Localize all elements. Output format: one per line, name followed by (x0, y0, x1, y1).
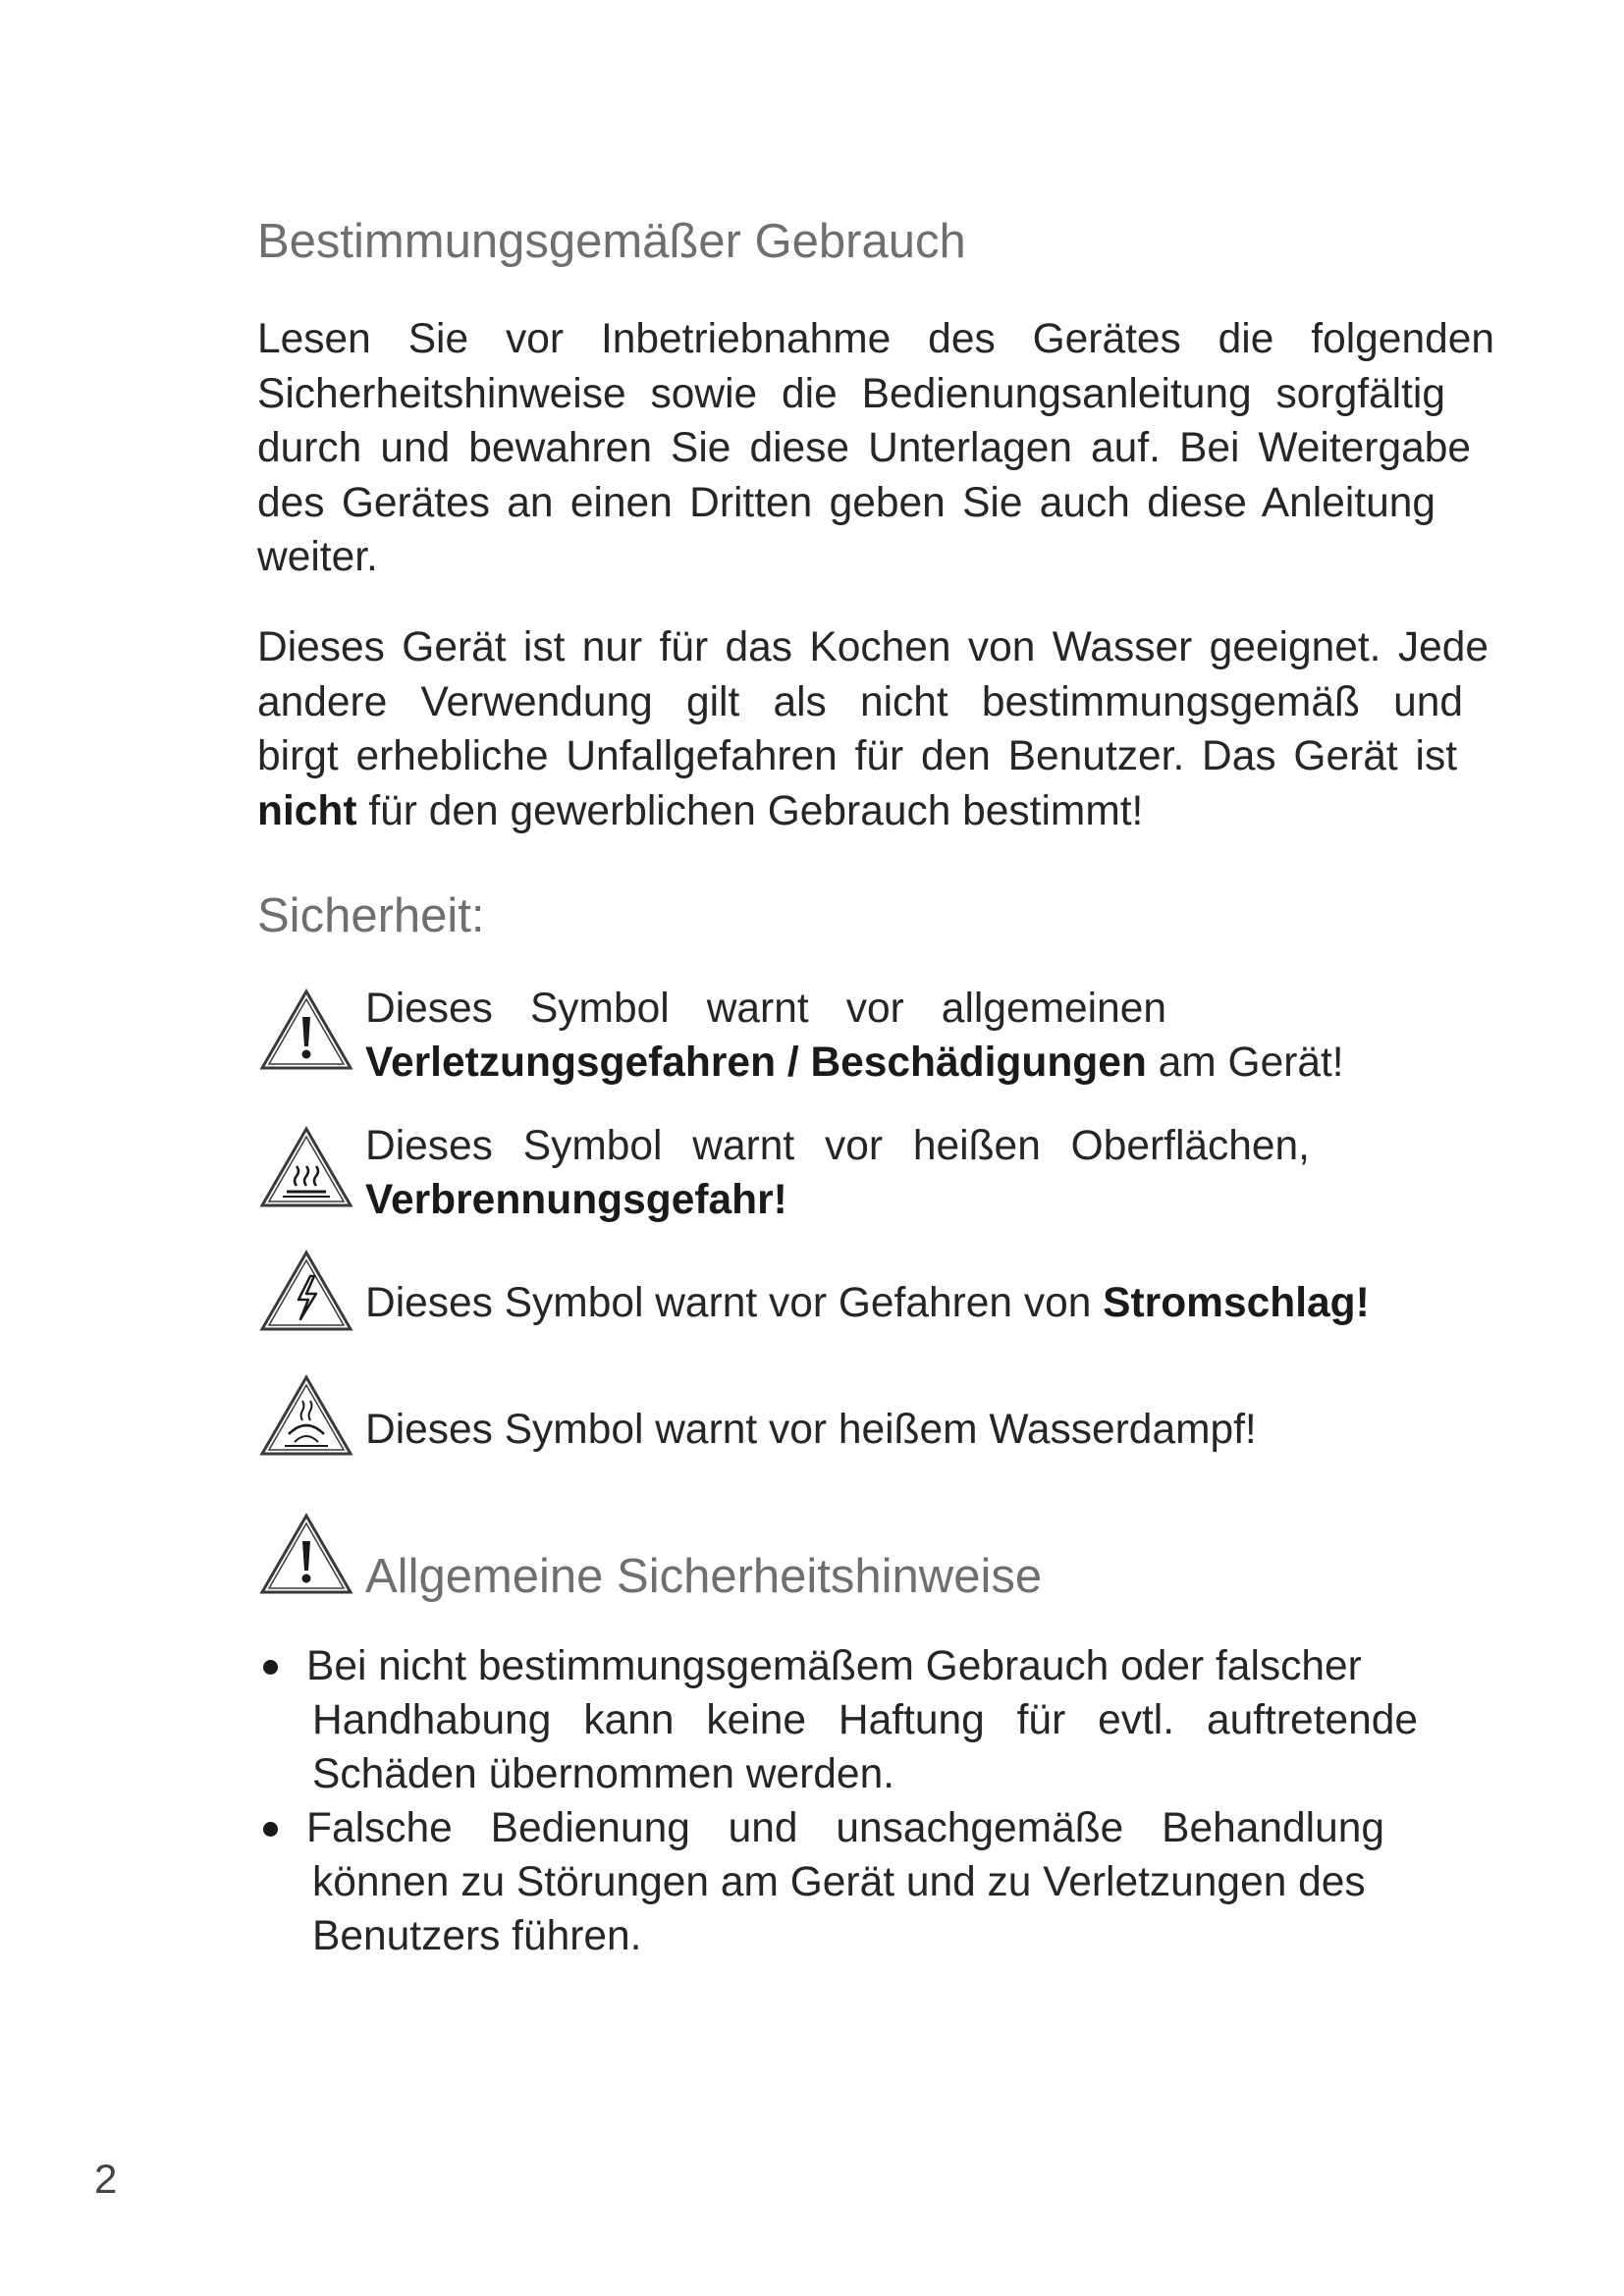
paragraph-line: des Gerätes an einen Dritten geben Sie auch diese Anleitung (257, 479, 1435, 526)
symbol-general-line1: Dieses Symbol warnt vor allgemeinen (365, 986, 1166, 1032)
bullet-icon (263, 1822, 278, 1837)
paragraph-line: andere Verwendung gilt als nicht bestimmungsgemäß und (257, 678, 1463, 725)
paragraph-line: Lesen Sie vor Inbetriebnahme des Gerätes die folgenden (257, 316, 1494, 362)
list-item (257, 1801, 1426, 1963)
symbol-general-line2 (365, 1036, 1344, 1090)
list-item-line: Falsche Bedienung und unsachgemäße Behandlung (306, 1805, 1384, 1851)
general-safety-list (257, 1639, 1426, 1963)
paragraph-line: Sicherheitshinweise sowie die Bedienungsanleitung sorgfältig (257, 370, 1445, 417)
intended-use-heading: Bestimmungsgemäßer Gebrauch (257, 215, 966, 268)
list-item-line: Bei nicht bestimmungsgemäßem Gebrauch oder falscher (306, 1643, 1362, 1689)
list-item-line: Handhabung kann keine Haftung für evtl. auftretende (312, 1697, 1418, 1743)
symbol-hot-steam-text: Dieses Symbol warnt vor heißem Wasserdampf! (365, 1407, 1257, 1453)
paragraph-line-rest: für den gewerblichen Gebrauch bestimmt! (356, 787, 1144, 834)
symbol-general-line2-rest: am Gerät! (1146, 1040, 1344, 1086)
page-number: 2 (94, 2156, 118, 2202)
hot-surface-warning-icon (259, 1125, 353, 1209)
symbol-electric-shock-text-plain: Dieses Symbol warnt vor Gefahren von (365, 1280, 1104, 1326)
bold-injury-hazard: Verletzungsgefahren / Beschädigungen (365, 1040, 1147, 1086)
intended-use-paragraph-2 (257, 620, 1494, 838)
paragraph-line: weiter. (257, 534, 378, 580)
bullet-icon (263, 1660, 278, 1675)
bold-electric-shock: Stromschlag! (1103, 1280, 1370, 1326)
symbol-electric-shock-text (365, 1276, 1370, 1330)
general-safety-heading: Allgemeine Sicherheitshinweise (365, 1550, 1043, 1603)
bold-burn-hazard: Verbrennungsgefahr! (365, 1177, 787, 1223)
paragraph-line: birgt erhebliche Unfallgefahren für den Benutzer. Das Gerät ist (257, 733, 1457, 779)
list-item (257, 1639, 1426, 1801)
symbol-hot-surface-line1: Dieses Symbol warnt vor heißen Oberflächen, (365, 1123, 1310, 1169)
paragraph-line (257, 784, 1494, 839)
bold-nicht: nicht (257, 787, 357, 834)
intended-use-paragraph-1 (257, 312, 1494, 585)
list-item-line: Benutzers führen. (312, 1913, 642, 1959)
list-item-line: können zu Störungen am Gerät und zu Verletzungen des (312, 1859, 1366, 1905)
symbol-hot-surface-line2 (365, 1173, 1310, 1227)
warning-exclamation-icon (259, 1512, 353, 1596)
warning-exclamation-icon (259, 988, 353, 1072)
hot-steam-warning-icon (259, 1373, 353, 1458)
paragraph-line: Dieses Gerät ist nur für das Kochen von Wasser geeignet. Jede (257, 624, 1489, 670)
safety-heading: Sicherheit: (257, 889, 485, 942)
paragraph-line: durch und bewahren Sie diese Unterlagen auf. Bei Weitergabe (257, 425, 1471, 471)
electric-shock-warning-icon (259, 1249, 353, 1333)
list-item-line: Schäden übernommen werden. (312, 1751, 895, 1797)
